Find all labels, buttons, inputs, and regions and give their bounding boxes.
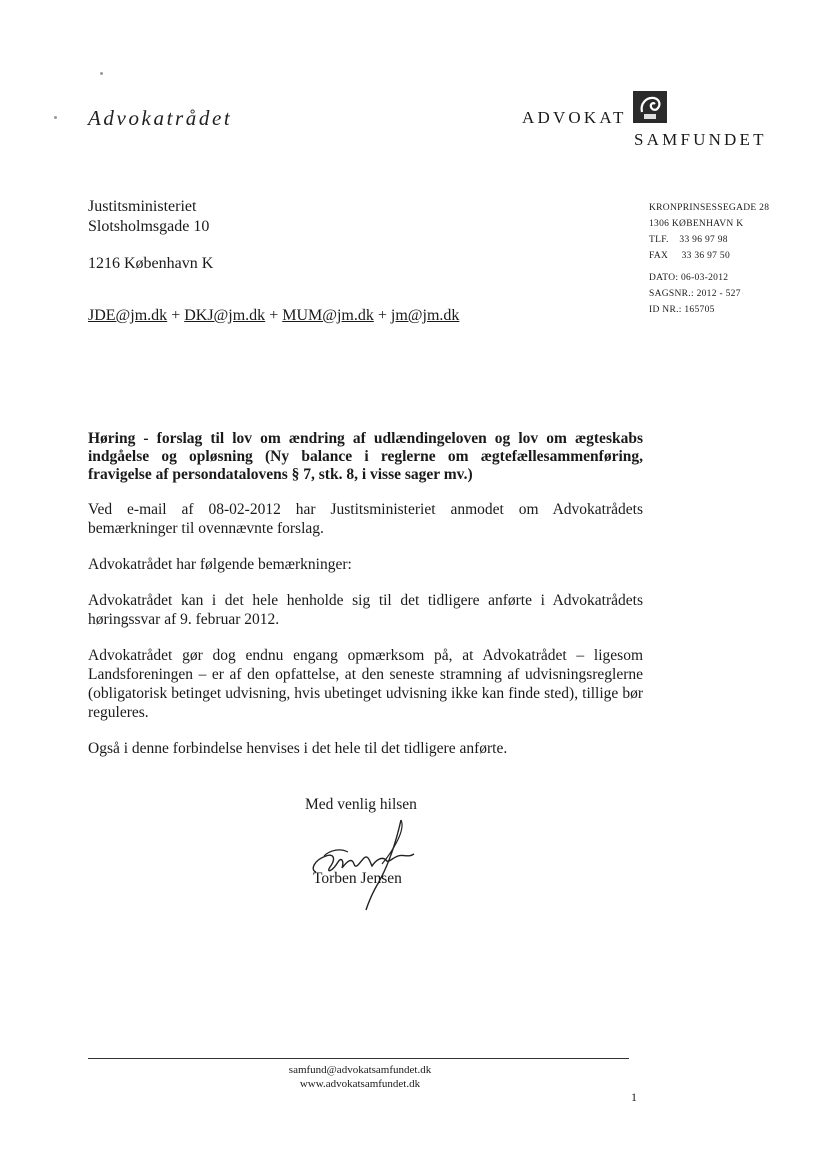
handwritten-signature: [296, 812, 426, 912]
sender-street: KRONPRINSESSEGADE 28: [649, 203, 770, 213]
closing-greeting: Med venlig hilsen: [305, 796, 417, 813]
logo-text-samfundet: SAMFUNDET: [634, 130, 767, 149]
recipient-emails: [88, 307, 459, 325]
scan-speck: [100, 72, 103, 75]
advokatsamfundet-logo-icon: [632, 90, 668, 124]
footer-website[interactable]: www.advokatsamfundet.dk: [299, 1078, 421, 1090]
recipient-name: Justitsministeriet: [88, 198, 197, 215]
body-paragraph: Også i denne forbindelse henvises i det hele til det tidligere anførte.: [88, 740, 508, 757]
email-link[interactable]: MUM@jm.dk: [282, 307, 374, 324]
email-separator: +: [373, 307, 391, 324]
email-link[interactable]: jm@jm.dk: [390, 307, 460, 324]
signer-name: Torben Jensen: [313, 870, 402, 887]
sender-phone: TLF. 33 96 97 98: [649, 235, 728, 245]
email-separator: +: [167, 307, 185, 324]
letter-subject: Høring - forslag til lov om ændring af udlændingeloven og lov om ægteskabs indgåelse og opløsning (Ny balance i reglerne om ægtefællesammenføring, fravigelse af persondatalovens § 7, stk. 8, i visse sager mv.): [88, 430, 643, 483]
recipient-street: Slotsholmsgade 10: [88, 218, 210, 235]
email-link[interactable]: JDE@jm.dk: [88, 307, 168, 324]
body-paragraph: Advokatrådet gør dog endnu engang opmærksom på, at Advokatrådet – ligesom Landsforeningen – er af den opfattelse, at den seneste stramning af udvisningsreglerne (obligatorisk betinget udvisning, hvis ubetinget udvisning ikke kan finde sted), tillige bør reguleres.: [88, 647, 643, 721]
recipient-city: 1216 København K: [88, 255, 214, 272]
sender-fax: FAX 33 36 97 50: [649, 251, 730, 261]
letter-date: DATO: 06-03-2012: [649, 273, 729, 283]
sender-city: 1306 KØBENHAVN K: [649, 219, 744, 229]
email-separator: +: [265, 307, 283, 324]
page-number: 1: [631, 1090, 637, 1104]
id-number: ID NR.: 165705: [649, 305, 715, 315]
body-paragraph: Advokatrådet har følgende bemærkninger:: [88, 556, 352, 573]
case-number: SAGSNR.: 2012 - 527: [649, 289, 741, 299]
org-name: Advokatrådet: [88, 106, 233, 130]
recipient-address: [88, 197, 213, 274]
sender-info: [649, 200, 769, 318]
letter-body: [88, 500, 643, 775]
body-paragraph: Advokatrådet kan i det hele henholde sig til det tidligere anførte i Advokatrådets høringssvar af 9. februar 2012.: [88, 592, 643, 628]
footer-divider: [88, 1058, 629, 1059]
scan-speck: [54, 116, 57, 119]
footer-email[interactable]: samfund@advokatsamfundet.dk: [288, 1064, 432, 1076]
logo-text-advokat: ADVOKAT: [522, 108, 627, 127]
email-link[interactable]: DKJ@jm.dk: [184, 307, 266, 324]
footer: [200, 1063, 520, 1091]
body-paragraph: Ved e-mail af 08-02-2012 har Justitsministeriet anmodet om Advokatrådets bemærkninger til ovennævnte forslag.: [88, 501, 643, 537]
